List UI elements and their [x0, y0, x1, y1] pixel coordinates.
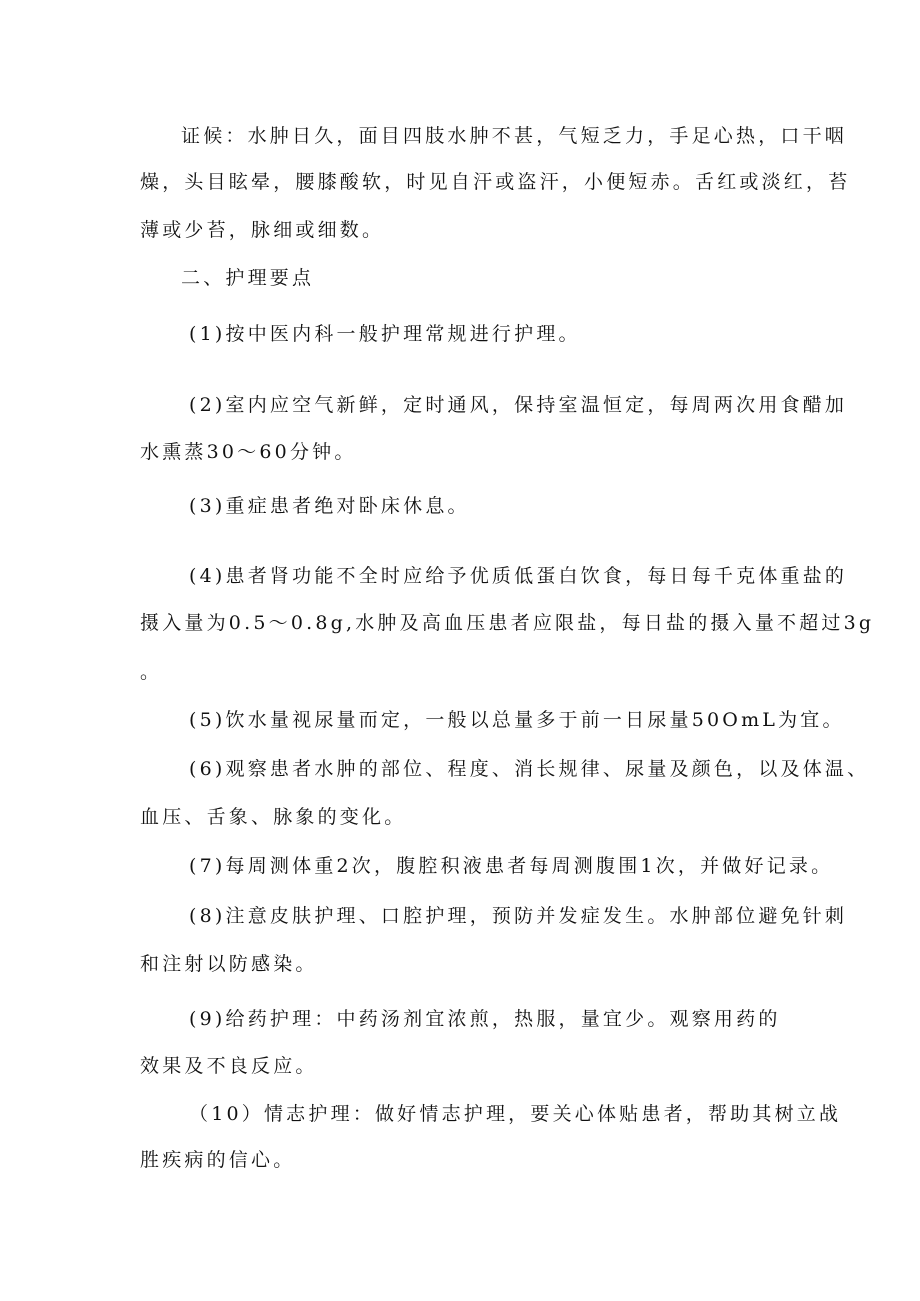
- text-line: 证候：水肿日久，面目四肢水肿不甚，气短乏力，手足心热，口干咽: [181, 125, 848, 147]
- text-line: 摄入量为0.5～0.8g,水肿及高血压患者应限盐，每日盐的摄入量不超过3g: [140, 612, 875, 634]
- text-line: 燥，头目眩晕，腰膝酸软，时见自汗或盗汗，小便短赤。舌红或淡红，苔: [140, 171, 851, 193]
- text-line: (2)室内应空气新鲜，定时通风，保持室温恒定，每周两次用食醋加: [189, 394, 848, 416]
- text-line: (9)给药护理：中药汤剂宜浓煎，热服，量宜少。观察用药的: [189, 1008, 781, 1030]
- text-line: 效果及不良反应。: [140, 1055, 318, 1077]
- list-item: (5)饮水量视尿量而定，一般以总量多于前一日尿量50OmL为宜。: [189, 709, 845, 731]
- text-line: (6)观察患者水肿的部位、程度、消长规律、尿量及颜色，以及体温、: [189, 758, 870, 780]
- text-line: （10）情志护理：做好情志护理，要关心体贴患者，帮助其树立战: [189, 1103, 842, 1125]
- list-item: (1)按中医内科一般护理常规进行护理。: [189, 323, 581, 345]
- text-line: (8)注意皮肤护理、口腔护理，预防并发症发生。水肿部位避免针刺: [189, 905, 848, 927]
- text-line: 血压、舌象、脉象的变化。: [140, 806, 407, 828]
- list-item: (3)重症患者绝对卧床休息。: [189, 495, 470, 517]
- text-line: 薄或少苔，脉细或细数。: [140, 219, 385, 241]
- section-heading: 二、护理要点: [181, 267, 315, 289]
- text-line: (4)患者肾功能不全时应给予优质低蛋白饮食，每日每千克体重盐的: [189, 565, 848, 587]
- text-line: 胜疾病的信心。: [140, 1149, 296, 1171]
- text-line: 和注射以防感染。: [140, 953, 318, 975]
- text-line: 水熏蒸30～60分钟。: [140, 441, 357, 463]
- text-line: 。: [140, 661, 163, 683]
- list-item: (7)每周测体重2次，腹腔积液患者每周测腹围1次，并做好记录。: [189, 855, 834, 877]
